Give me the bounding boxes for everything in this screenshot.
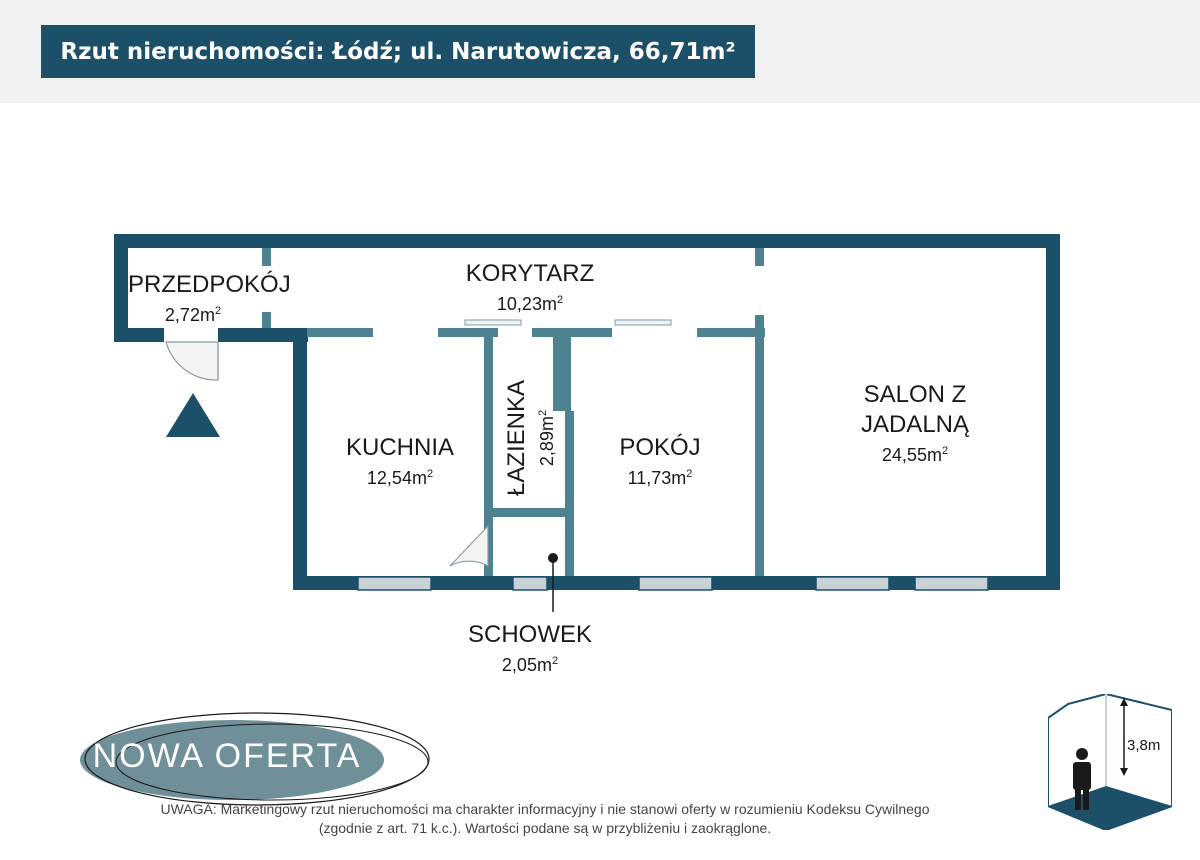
- entrance-arrow-icon: [166, 393, 220, 437]
- room-area: $24,55m^2$: [881, 445, 949, 465]
- ceiling-height-icon: [1048, 694, 1172, 830]
- disclaimer-line-2: (zgodnie z art. 71 k.c.). Wartości podane są w przybliżeniu i zaokrąglone.: [318, 820, 772, 836]
- room-korytarz: [440, 259, 620, 315]
- room-name: PRZEDPOKÓJ: [128, 271, 291, 298]
- room-area: $12,54m^2$: [366, 468, 434, 488]
- page-title: Rzut nieruchomości: Łódź; ul. Narutowicza, 66,71m²: [41, 25, 755, 78]
- room-name: POKÓJ: [619, 434, 701, 461]
- room-name: KUCHNIA: [345, 434, 454, 461]
- room-area: $2,72m^2$: [164, 305, 222, 325]
- room-lazienka: [502, 368, 558, 508]
- room-kuchnia: [320, 433, 480, 489]
- room-area: $10,23m^2$: [496, 294, 564, 314]
- room-name: SCHOWEK: [467, 621, 592, 648]
- room-schowek: [450, 620, 610, 676]
- room-przedpokoj: [128, 270, 291, 326]
- room-pokoj: [585, 433, 735, 489]
- disclaimer: [70, 800, 1020, 838]
- disclaimer-line-1: UWAGA: Marketingowy rzut nieruchomości ma charakter informacyjny i nie stanowi oferty w rozumieniu Kodeksu Cywilnego: [160, 801, 930, 817]
- room-area: $11,73m^2$: [627, 468, 693, 488]
- ceiling-height-label: 3,8m: [1127, 737, 1161, 754]
- room-area: $2,89m^2$: [537, 409, 557, 467]
- new-offer-label: NOWA OFERTA: [92, 737, 362, 775]
- room-salon: [820, 380, 1010, 466]
- room-name-line1: SALON Z: [863, 381, 967, 408]
- room-name-line2: JADALNĄ: [860, 411, 970, 438]
- room-name: ŁAZIENKA: [503, 379, 530, 497]
- room-name: KORYTARZ: [465, 260, 595, 287]
- room-area: $2,05m^2$: [501, 655, 559, 675]
- sliding-doors: [465, 320, 671, 325]
